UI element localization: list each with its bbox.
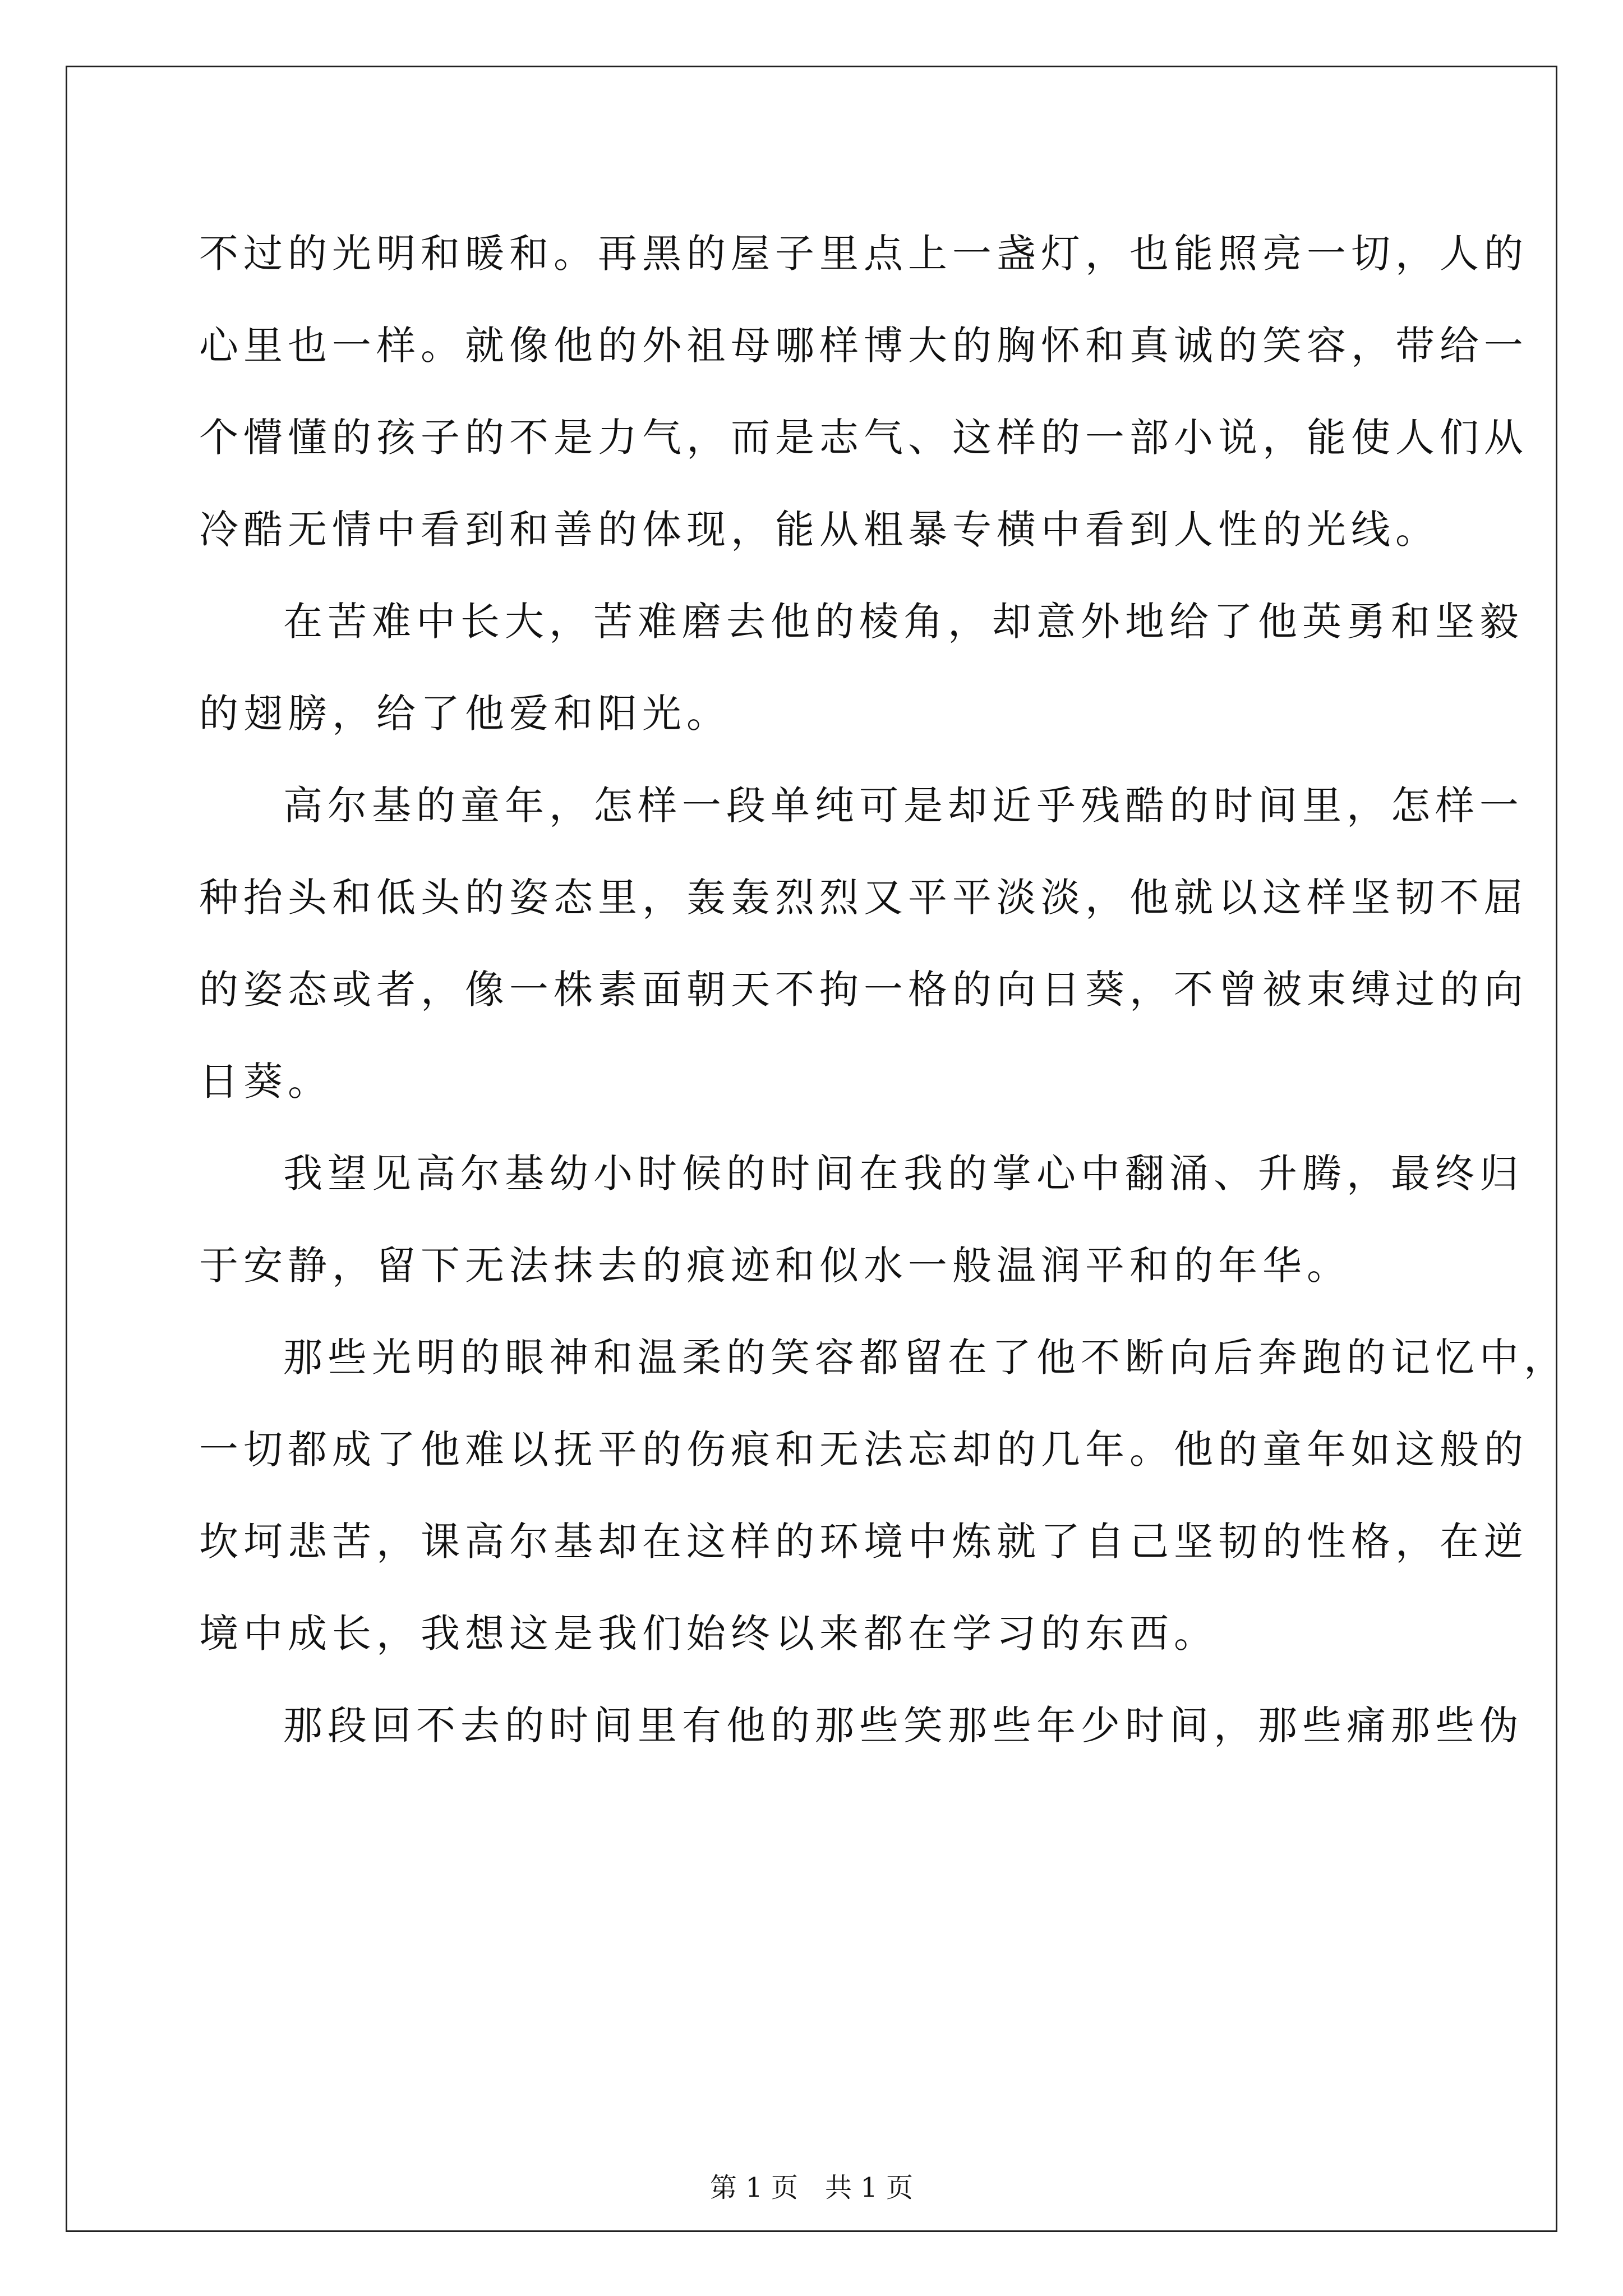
text-line: 境中成长，我想这是我们始终以来都在学习的东西。 bbox=[199, 1611, 1218, 1657]
text-line: 于安静，留下无法抹去的痕迹和似水一般温润平和的年华。 bbox=[199, 1243, 1351, 1289]
text-line: 冷酷无情中看到和善的体现，能从粗暴专横中看到人性的光线。 bbox=[199, 507, 1440, 553]
text-line: 不过的光明和暖和。再黑的屋子里点上一盏灯，也能照亮一切，人的 bbox=[199, 231, 1528, 277]
paragraph-first-line: 那段回不去的时间里有他的那些笑那些年少时间，那些痛那些伪 bbox=[283, 1703, 1524, 1749]
text-line: 坎坷悲苦，课高尔基却在这样的环境中炼就了自己坚韧的性格，在逆 bbox=[199, 1519, 1528, 1565]
text-line: 种抬头和低头的姿态里，轰轰烈烈又平平淡淡，他就以这样坚韧不屈 bbox=[199, 875, 1528, 921]
text-line: 一切都成了他难以抚平的伤痕和无法忘却的几年。他的童年如这般的 bbox=[199, 1427, 1528, 1473]
text-line: 日葵。 bbox=[199, 1059, 332, 1105]
paragraph-first-line: 高尔基的童年，怎样一段单纯可是却近乎残酷的时间里，怎样一 bbox=[283, 783, 1524, 829]
document-body bbox=[199, 208, 1568, 1772]
text-line: 的姿态或者，像一株素面朝天不拘一格的向日葵，不曾被束缚过的向 bbox=[199, 967, 1528, 1013]
paragraph-first-line: 我望见高尔基幼小时候的时间在我的掌心中翻涌、升腾，最终归 bbox=[283, 1151, 1524, 1197]
text-line: 心里也一样。就像他的外祖母哪样博大的胸怀和真诚的笑容，带给一 bbox=[199, 323, 1528, 369]
page-number-footer: 第 1 页 共 1 页 bbox=[709, 2172, 914, 2203]
paragraph-first-line: 在苦难中长大，苦难磨去他的棱角，却意外地给了他英勇和坚毅 bbox=[283, 599, 1524, 645]
text-line: 个懵懂的孩子的不是力气，而是志气、这样的一部小说，能使人们从 bbox=[199, 415, 1528, 461]
text-line: 的翅膀，给了他爱和阳光。 bbox=[199, 691, 731, 737]
paragraph-first-line: 那些光明的眼神和温柔的笑容都留在了他不断向后奔跑的记忆中， bbox=[283, 1335, 1568, 1381]
